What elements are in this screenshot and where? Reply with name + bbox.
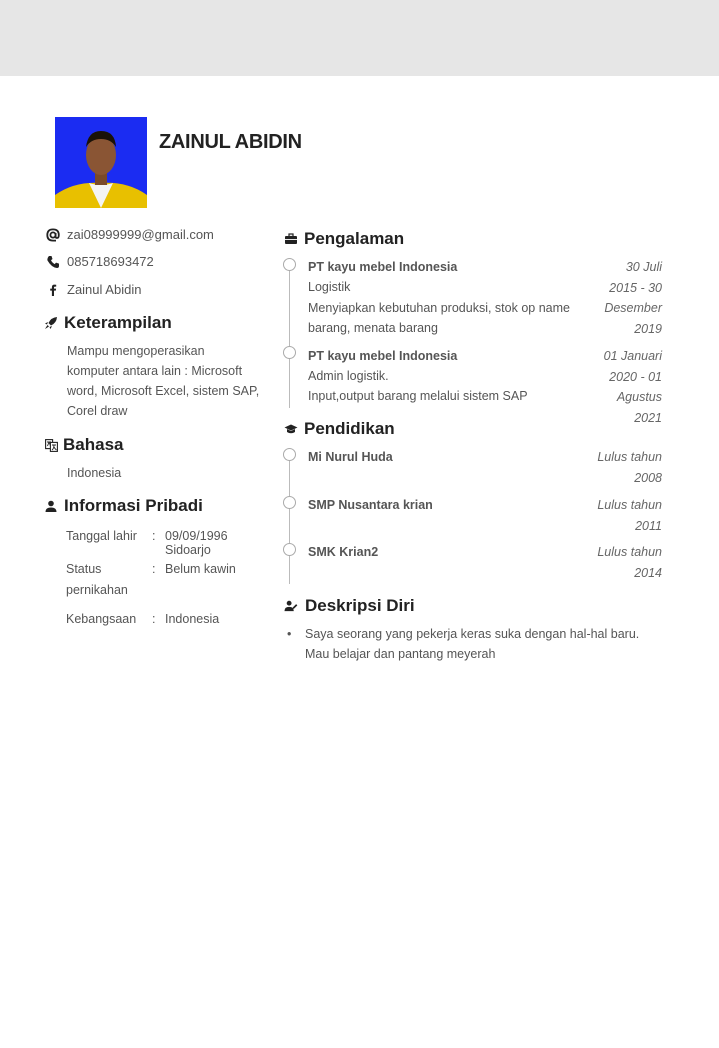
experience-desc: Input,output barang melalui sistem SAP: [308, 389, 528, 403]
about-bullet: •: [287, 627, 292, 641]
birth-place: Sidoarjo: [165, 543, 211, 557]
personal-info-heading: [44, 496, 203, 516]
skills-heading: [44, 313, 172, 333]
date-line: 2019: [634, 321, 662, 336]
about-line: Saya seorang yang pekerja keras suka dengan hal-hal baru.: [305, 627, 640, 641]
timeline-dot: [283, 346, 296, 359]
education-heading: [284, 419, 395, 439]
status-label-cont: pernikahan: [66, 583, 128, 597]
experience-timeline: [289, 262, 290, 408]
birth-date: 09/09/1996: [165, 529, 228, 543]
education-date: [597, 495, 662, 536]
languages-heading: [44, 435, 123, 455]
education-school: SMK Krian2: [308, 545, 379, 559]
skills-text: [67, 341, 267, 421]
language-item: Indonesia: [67, 466, 122, 480]
experience-desc: Menyiapkan kebutuhan produksi, stok op name: [308, 301, 570, 315]
briefcase-icon: [284, 232, 298, 246]
personal-info-title: Informasi Pribadi: [64, 496, 203, 515]
date-line: Lulus tahun: [597, 498, 662, 512]
date-line: 2014: [634, 565, 662, 580]
date-line: 30 Juli: [625, 260, 662, 274]
about-line: Mau belajar dan pantang meyerah: [305, 647, 496, 661]
birth-colon: :: [152, 529, 156, 543]
timeline-dot: [283, 496, 296, 509]
skills-line: Mampu mengoperasikan: [67, 344, 205, 358]
experience-heading: [284, 229, 404, 249]
timeline-dot: [283, 258, 296, 271]
contact-facebook[interactable]: [46, 282, 141, 297]
experience-date: [604, 257, 662, 339]
skills-line: Corel draw: [67, 404, 128, 418]
languages-title: Bahasa: [63, 435, 124, 454]
email-text: zai08999999@gmail.com: [67, 227, 214, 242]
experience-date: [604, 346, 662, 428]
nationality-value: Indonesia: [165, 612, 220, 626]
timeline-dot: [283, 543, 296, 556]
date-line: 2011: [635, 518, 662, 533]
facebook-text: Zainul Abidin: [67, 282, 142, 297]
experience-title: Pengalaman: [304, 229, 405, 248]
status-label: Status: [66, 562, 102, 576]
education-timeline: [289, 452, 290, 584]
education-school: Mi Nurul Huda: [308, 450, 393, 464]
about-title: Deskripsi Diri: [305, 596, 415, 615]
candidate-name: ZAINUL ABIDIN: [159, 131, 302, 153]
date-line: Lulus tahun: [597, 545, 662, 559]
skills-line: komputer antara lain : Microsoft: [67, 364, 243, 378]
date-line: 2008: [634, 470, 662, 485]
phone-icon: [46, 255, 60, 269]
education-date: [597, 542, 662, 583]
date-line: Lulus tahun: [597, 450, 662, 464]
about-heading: [284, 596, 415, 616]
date-line: Agustus: [616, 390, 662, 404]
facebook-icon: [46, 283, 60, 297]
contact-email[interactable]: [46, 227, 214, 242]
date-line: 01 Januari: [603, 349, 662, 363]
birth-label: Tanggal lahir: [66, 529, 137, 543]
rocket-icon: [44, 316, 58, 330]
profile-photo: [55, 117, 147, 208]
education-date: [597, 447, 662, 488]
contact-phone[interactable]: [46, 254, 154, 269]
experience-company: PT kayu mebel Indonesia: [308, 349, 458, 363]
phone-text: 085718693472: [67, 254, 154, 269]
about-text: [305, 624, 665, 664]
education-school: SMP Nusantara krian: [308, 498, 433, 512]
experience-role: Admin logistik.: [308, 369, 389, 383]
at-icon: [46, 228, 60, 242]
experience-desc: barang, menata barang: [308, 321, 438, 335]
experience-company: PT kayu mebel Indonesia: [308, 260, 458, 274]
page-header-band: [0, 0, 719, 76]
graduation-cap-icon: [284, 422, 298, 436]
language-icon: [44, 438, 58, 452]
skills-line: word, Microsoft Excel, sistem SAP,: [67, 384, 260, 398]
experience-role: Logistik: [308, 280, 351, 294]
status-colon: :: [152, 562, 156, 576]
nationality-label: Kebangsaan: [66, 612, 137, 626]
date-line: 2020 - 01: [609, 369, 662, 384]
date-line: 2021: [634, 410, 662, 425]
date-line: 2015 - 30: [609, 280, 662, 295]
user-icon: [44, 499, 58, 513]
status-value: Belum kawin: [165, 562, 236, 576]
skills-title: Keterampilan: [64, 313, 172, 332]
date-line: Desember: [604, 301, 662, 315]
education-title: Pendidikan: [304, 419, 395, 438]
user-description-icon: [284, 599, 298, 613]
nationality-colon: :: [152, 612, 156, 626]
timeline-dot: [283, 448, 296, 461]
